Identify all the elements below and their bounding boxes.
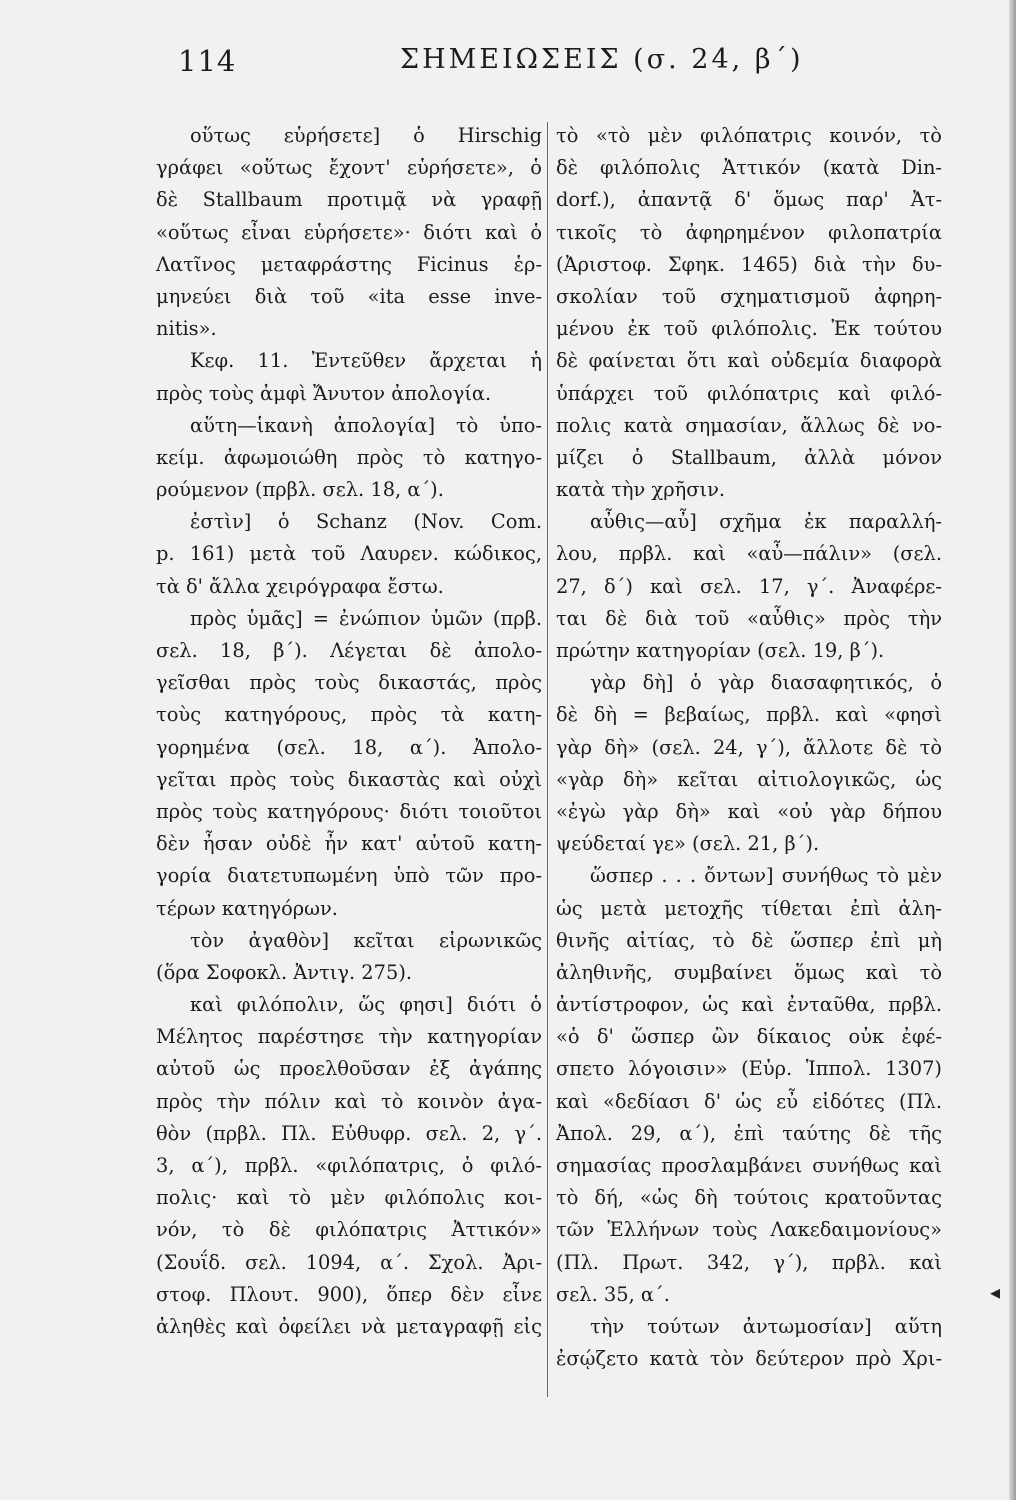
text-line: Μέλητος παρέστησε τὴν κατηγορίαν	[156, 1025, 542, 1049]
text-line: σελ. 35, α΄.	[556, 1282, 670, 1306]
text-line: ἀληθὲς καὶ ὀφείλει νὰ μεταγραφῇ εἰς	[156, 1314, 542, 1338]
text-line: γὰρ δὴ» (σελ. 24, γ΄), ἄλλοτε δὲ τὸ	[556, 735, 942, 759]
text-line: «οὕτως εἶναι εὑρήσετε»· διότι καὶ ὁ	[156, 220, 542, 244]
text-line: πρὸς ὑμᾶς] = ἐνώπιον ὑμῶν (πρβ.	[190, 606, 542, 630]
text-line: θὸν (πρβλ. Πλ. Εὐθυφρ. σελ. 2, γ΄.	[156, 1121, 542, 1145]
text-line: γορία διατετυπωμένη ὑπὸ τῶν προ-	[156, 864, 542, 888]
text-line: γεῖται πρὸς τοὺς δικαστὰς καὶ οὐχὶ	[156, 767, 542, 791]
text-line: πρὸς τοὺς κατηγόρους· διότι τοιοῦτοι	[156, 799, 542, 823]
text-line: σπετο λόγοισιν» (Εὐρ. Ἱππολ. 1307)	[556, 1057, 942, 1081]
text-line: ὡς μετὰ μετοχῆς τίθεται ἐπὶ ἀλη-	[556, 896, 942, 920]
text-line: πολις· καὶ τὸ μὲν φιλόπολις κοι-	[156, 1186, 542, 1210]
column-divider	[547, 122, 548, 1397]
left-column	[156, 120, 542, 1343]
text-line: πρὸς τοὺς ἀμφὶ Ἄνυτον ἀπολογία.	[156, 381, 492, 405]
text-line: πρώτην κατηγορίαν (σελ. 19, β΄).	[556, 639, 885, 662]
text-line: δὲν ἦσαν οὐδὲ ἦν κατ' αὐτοῦ κατη-	[156, 832, 542, 856]
text-line: σημασίας προσλαμβάνει συνήθως καὶ	[556, 1154, 942, 1177]
text-line: γεῖσθαι πρὸς τοὺς δικαστάς, πρὸς	[156, 671, 542, 695]
text-line: καὶ «δεδίασι δ' ὡς εὖ εἰδότες (Πλ.	[556, 1089, 942, 1113]
text-line: τοὺς κατηγόρους, πρὸς τὰ κατη-	[156, 703, 542, 727]
text-line: στοφ. Πλουτ. 900), ὅπερ δὲν εἶνε	[156, 1282, 542, 1306]
text-line: αὐτοῦ ὡς προελθοῦσαν ἐξ ἀγάπης	[156, 1057, 542, 1081]
text-line: νόν, τὸ δὲ φιλόπατρις Ἀττικόν»	[156, 1218, 542, 1242]
text-line: τὴν τούτων ἀντωμοσίαν] αὕτη	[590, 1314, 942, 1338]
text-line: τικοῖς τὸ ἀφηρημένον φιλοπατρία	[556, 220, 942, 244]
text-line: τὸ «τὸ μὲν φιλόπατρις κοινόν, τὸ	[556, 124, 942, 147]
text-line: θινῆς αἰτίας, τὸ δὲ ὥσπερ ἐπὶ μὴ	[556, 928, 942, 952]
text-line: «ἐγὼ γὰρ δὴ» καὶ «οὐ γὰρ δήπου	[556, 799, 942, 823]
text-line: κατὰ τὴν χρῆσιν.	[556, 478, 726, 502]
text-line: (Ἀριστοφ. Σφηκ. 1465) διὰ τὴν δυ-	[556, 252, 942, 276]
text-line: (Πλ. Πρωτ. 342, γ΄), πρβλ. καὶ	[556, 1250, 942, 1274]
text-line: λου, πρβλ. καὶ «αὖ—πάλιν» (σελ.	[556, 542, 942, 566]
text-line: ἀντίστροφον, ὡς καὶ ἐνταῦθα, πρβλ.	[556, 993, 942, 1017]
text-line: αὖθις—αὖ] σχῆμα ἐκ παραλλή-	[590, 510, 942, 534]
text-line: πρὸς τὴν πόλιν καὶ τὸ κοινὸν ἀγα-	[156, 1089, 542, 1113]
running-head: ΣΗΜΕΙΩΣΕΙΣ (σ. 24, β΄)	[400, 44, 804, 75]
text-line: (Σουΐδ. σελ. 1094, α΄. Σχολ. Ἀρι-	[156, 1250, 542, 1274]
text-line: οὕτως εὑρήσετε] ὁ Hirschig	[190, 124, 542, 147]
text-line: ὥσπερ . . . ὄντων] συνήθως τὸ μὲν	[590, 864, 942, 888]
text-line: ρούμενον (πρβλ. σελ. 18, α΄).	[156, 478, 444, 502]
text-line: μένου ἐκ τοῦ φιλόπολις. Ἐκ τούτου	[556, 317, 942, 341]
text-line: γράφει «οὕτως ἔχοντ' εὑρήσετε», ὁ	[156, 156, 542, 180]
text-line: «γὰρ δὴ» κεῖται αἰτιολογικῶς, ὡς	[556, 767, 942, 791]
text-line: πολις κατὰ σημασίαν, ἄλλως δὲ νο-	[556, 413, 942, 437]
text-line: nitis».	[156, 317, 217, 341]
text-line: δὲ φιλόπολις Ἀττικόν (κατὰ Din-	[556, 156, 942, 180]
page-number: 114	[178, 44, 237, 78]
page-header	[0, 44, 1016, 84]
text-line: μίζει ὁ Stallbaum, ἀλλὰ μόνον	[556, 445, 942, 469]
text-line: «ὁ δ' ὥσπερ ὢν δίκαιος οὐκ ἐφέ-	[556, 1025, 942, 1049]
text-line: 3, α΄), πρβλ. «φιλόπατρις, ὁ φιλό-	[156, 1154, 542, 1177]
text-line: γὰρ δὴ] ὁ γὰρ διασαφητικός, ὁ	[590, 671, 942, 695]
text-line: τῶν Ἑλλήνων τοὺς Λακεδαιμονίους»	[556, 1218, 942, 1242]
text-line: δὲ δὴ = βεβαίως, πρβλ. καὶ «φησὶ	[556, 703, 942, 727]
text-line: ἀληθινῆς, συμβαίνει ὅμως καὶ τὸ	[556, 960, 942, 984]
text-line: τὰ δ' ἄλλα χειρόγραφα ἔστω.	[156, 574, 444, 598]
text-line: (ὅρα Σοφοκλ. Ἀντιγ. 275).	[156, 960, 413, 984]
text-line: αὕτη—ἱκανὴ ἀπολογία] τὸ ὑπο-	[190, 413, 542, 437]
text-line: γορημένα (σελ. 18, α΄). Ἀπολο-	[156, 735, 542, 759]
text-line: τὸ δή, «ὡς δὴ τούτοις κρατοῦντας	[556, 1186, 942, 1210]
text-line: dorf.), ἀπαντᾷ δ' ὅμως παρ' Ἀτ-	[556, 188, 942, 212]
text-line: ὑπάρχει τοῦ φιλόπατρις καὶ φιλό-	[556, 381, 942, 405]
text-line: μηνεύει διὰ τοῦ «ita esse inve-	[156, 284, 542, 308]
text-line: Λατῖνος μεταφράστης Ficinus ἑρ-	[156, 252, 542, 276]
text-line: τέρων κατηγόρων.	[156, 896, 338, 920]
text-line: καὶ φιλόπολιν, ὥς φησι] διότι ὁ	[190, 993, 542, 1017]
text-line: δὲ Stallbaum προτιμᾷ νὰ γραφῇ	[156, 188, 542, 212]
text-line: σκολίαν τοῦ σχηματισμοῦ ἀφηρη-	[556, 284, 942, 308]
text-line: p. 161) μετὰ τοῦ Λαυρεν. κώδικος,	[156, 542, 542, 566]
text-line: ἐσῴζετο κατὰ τὸν δεύτερον πρὸ Χρι-	[556, 1347, 942, 1371]
text-line: κείμ. ἀφωμοιώθη πρὸς τὸ κατηγο-	[156, 445, 542, 469]
text-line: 27, δ΄) καὶ σελ. 17, γ΄. Ἀναφέρε-	[556, 574, 942, 598]
text-line: τὸν ἀγαθὸν] κεῖται εἰρωνικῶς	[190, 928, 542, 952]
text-line: Κεφ. 11. Ἐντεῦθεν ἄρχεται ἡ	[190, 349, 542, 373]
right-column	[556, 120, 942, 1375]
text-line: ἐστὶν] ὁ Schanz (Nov. Com.	[190, 510, 542, 534]
text-line: ψεύδεταί γε» (σελ. 21, β΄).	[556, 832, 820, 856]
margin-arrow-icon: ◂	[990, 1280, 1001, 1304]
text-line: δὲ φαίνεται ὅτι καὶ οὐδεμία διαφορὰ	[556, 349, 942, 373]
text-line: Ἀπολ. 29, α΄), ἐπὶ ταύτης δὲ τῆς	[556, 1121, 942, 1145]
page-edge	[1009, 0, 1016, 1500]
text-line: σελ. 18, β΄). Λέγεται δὲ ἀπολο-	[156, 639, 542, 662]
text-line: ται δὲ διὰ τοῦ «αὖθις» πρὸς τὴν	[556, 606, 942, 630]
